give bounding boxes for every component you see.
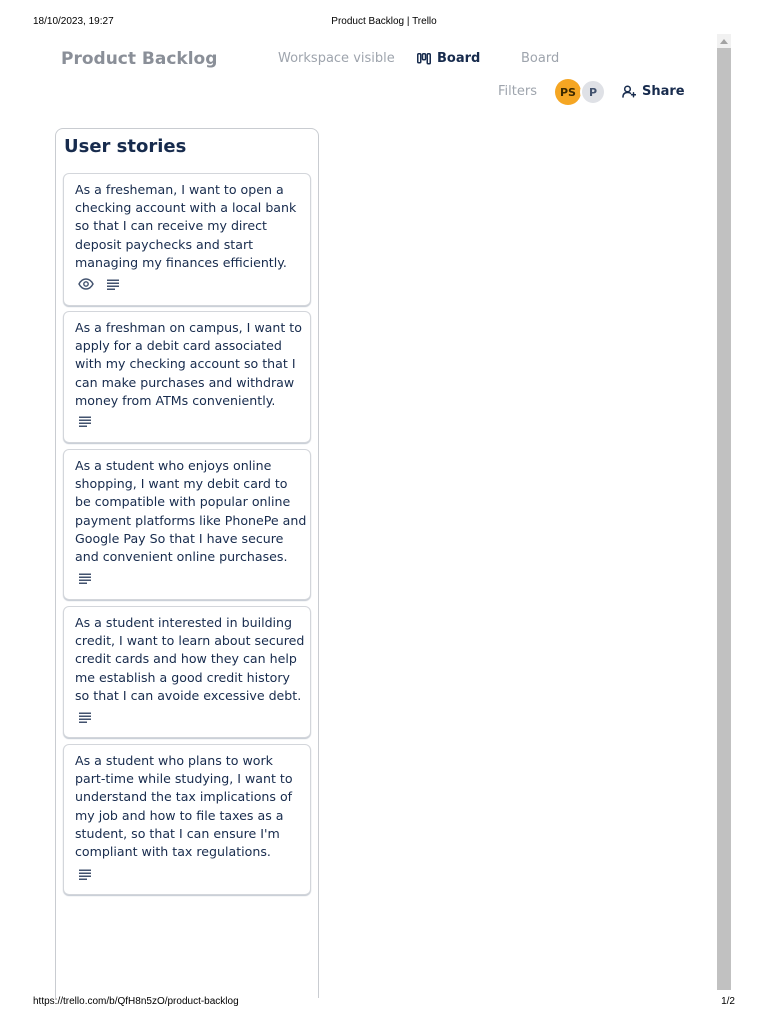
print-footer: [33, 996, 735, 1010]
avatar[interactable]: P: [580, 79, 606, 105]
avatar[interactable]: PS: [555, 79, 581, 105]
scrollbar-thumb[interactable]: [717, 48, 731, 990]
board-view-tab[interactable]: [417, 51, 480, 66]
print-page-number: 1/2: [721, 996, 735, 1007]
print-url: https://trello.com/b/QfH8n5zO/product-backlog: [33, 996, 239, 1007]
card[interactable]: [63, 449, 311, 600]
description-icon: [78, 869, 92, 880]
card[interactable]: [63, 606, 311, 738]
card-badges: [78, 712, 92, 723]
card[interactable]: [63, 744, 311, 895]
card-badges: [78, 869, 92, 880]
print-header: [33, 16, 735, 30]
card-badges: [78, 573, 92, 584]
add-member-icon: [622, 85, 636, 98]
description-icon: [78, 712, 92, 723]
card-title: As a fresheman, I want to open a checking account with a local bank so that I can receive my direct deposit paychecks and start managing my finances efficiently.: [75, 182, 297, 270]
card-title: As a student who enjoys online shopping, I want my debit card to be compatible with popular online payment platforms like PhonePe and Google Pay So that I have secure and convenient online purchases.: [75, 458, 307, 565]
board-name[interactable]: Product Backlog: [61, 49, 218, 69]
print-datetime: 18/10/2023, 19:27: [33, 16, 114, 27]
vertical-scrollbar[interactable]: [717, 34, 731, 990]
card[interactable]: [63, 173, 311, 306]
description-icon: [106, 279, 120, 290]
board-view-tab-secondary[interactable]: Board: [521, 51, 560, 66]
description-icon: [78, 416, 92, 427]
card-badges: [78, 416, 92, 427]
share-label: Share: [642, 84, 685, 99]
board-view-label: Board: [437, 51, 481, 66]
card-title: As a student interested in building credit, I want to learn about secured credit cards and how they can help me establish a good credit history so that I can avoide excessive debt.: [75, 615, 305, 703]
scroll-up-arrow-icon[interactable]: [717, 34, 731, 48]
card-badges: [78, 278, 120, 290]
description-icon: [78, 573, 92, 584]
card[interactable]: [63, 311, 311, 443]
list-user-stories: [55, 128, 319, 998]
eye-icon: [78, 278, 94, 290]
print-page-title: Product Backlog | Trello: [331, 16, 437, 27]
share-button[interactable]: [622, 84, 685, 99]
board-view-icon: [417, 53, 431, 65]
list-title[interactable]: User stories: [64, 136, 187, 157]
card-title: As a freshman on campus, I want to apply for a debit card associated with my checking account so that I can make purchases and withdraw money from ATMs conveniently.: [75, 320, 302, 408]
board-visibility-button[interactable]: Workspace visible: [278, 51, 395, 66]
card-title: As a student who plans to work part-time while studying, I want to understand the tax implications of my job and how to file taxes as a student, so that I can ensure I'm compliant with tax regulations.: [75, 753, 293, 860]
filters-button[interactable]: Filters: [498, 84, 537, 99]
